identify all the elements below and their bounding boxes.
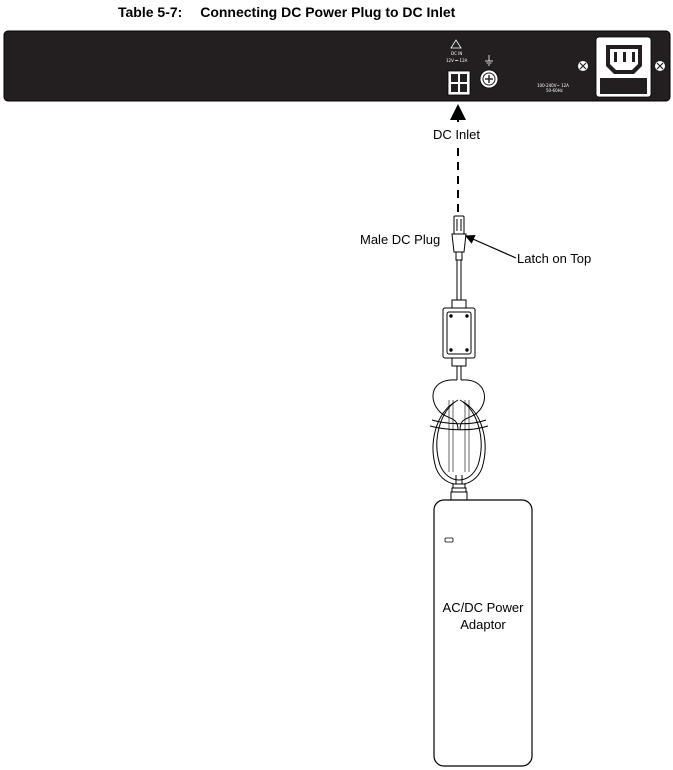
adaptor-label-line1: AC/DC Power <box>442 600 524 615</box>
dc-cable <box>457 260 461 304</box>
latch-arrow <box>466 236 516 258</box>
ac-rating-line1: 100-240V~ 12A <box>537 83 569 88</box>
strain-relief <box>451 484 467 500</box>
adaptor-label-line2: Adaptor <box>460 617 506 632</box>
dc-inlet-label: DC Inlet <box>433 127 480 142</box>
ac-inlet <box>596 37 651 97</box>
caption-title: Connecting DC Power Plug to DC Inlet <box>200 4 456 20</box>
ac-rating-line2: 50-60Hz <box>546 88 563 93</box>
screw-icon <box>480 70 498 88</box>
male-dc-plug-label: Male DC Plug <box>360 232 441 247</box>
caption-number: Table 5-7: <box>118 4 183 20</box>
male-dc-plug <box>452 216 466 260</box>
coiled-cable <box>430 366 488 492</box>
adaptor-led-indicator <box>445 538 453 542</box>
dc-inlet-socket <box>448 71 470 95</box>
latch-on-top-label: Latch on Top <box>517 251 592 266</box>
power-adaptor <box>434 500 532 766</box>
dc-rating-label: 12V ⎓ 12A <box>446 58 468 63</box>
dc-in-label: DC IN <box>451 51 463 56</box>
ferrite-core <box>443 300 475 366</box>
device-rear-panel <box>4 31 670 101</box>
